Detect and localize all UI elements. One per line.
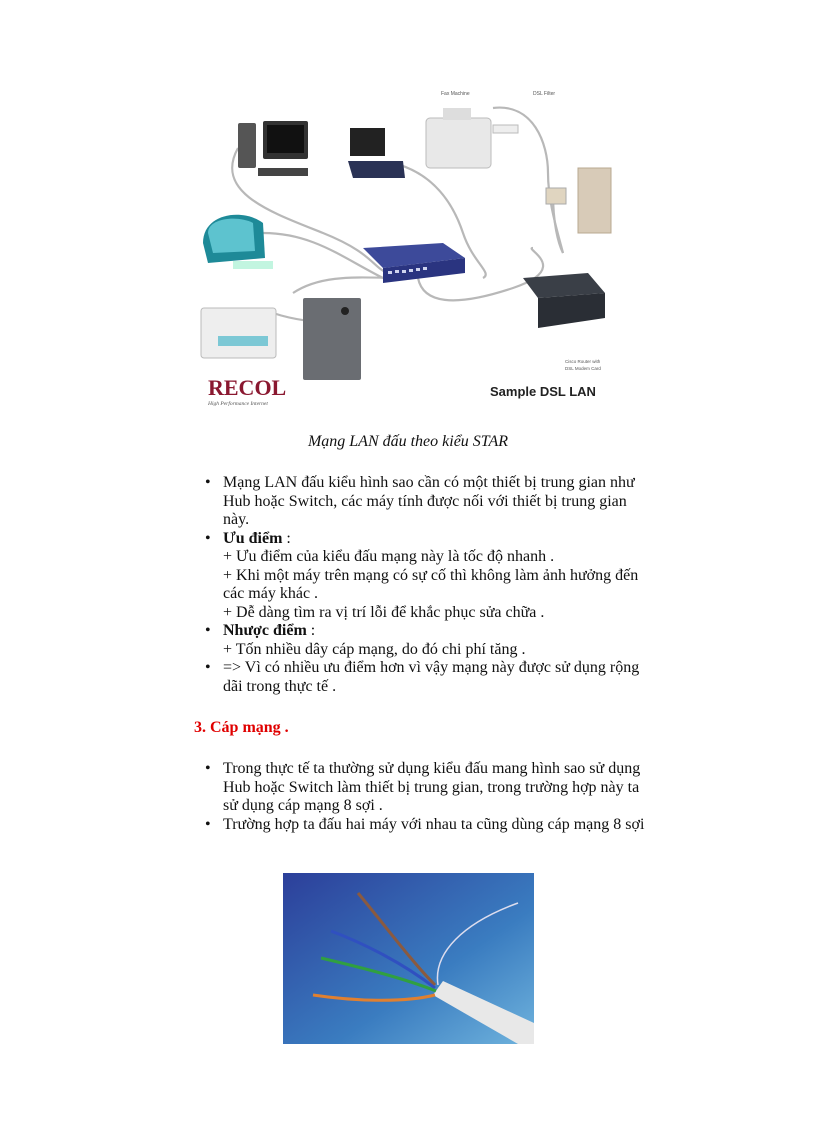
router-label-2: DSL Modem Card [565, 366, 601, 371]
network-diagram-icon [193, 83, 618, 408]
list-text: Mạng LAN đấu kiểu hình sao cần có một thiết bị trung gian như Hub hoặc Switch, các máy tính được nối với thiết bị trung gian này. [223, 474, 635, 528]
bullet-icon: • [205, 760, 211, 777]
disadvantage-1: + Tốn nhiều dây cáp mạng, do đó chi phí tăng . [223, 640, 526, 658]
bullet-icon: • [205, 474, 211, 491]
list-item [205, 816, 645, 835]
colon: : [282, 529, 291, 547]
bullet-icon: • [205, 529, 211, 547]
brand-tagline: High Performance Internet [208, 401, 268, 407]
conclusion-text: => Vì có nhiều ưu điểm hơn vì vậy mạng này được sử dụng rộng dãi trong thực tế . [223, 659, 640, 695]
colon: : [306, 622, 316, 639]
advantage-3: + Dễ dàng tìm ra vị trí lỗi để khắc phục sửa chữa . [223, 603, 545, 621]
brand-logo: RECOL [208, 375, 287, 400]
list-item [205, 760, 645, 816]
section-heading: 3. Cáp mạng . [194, 719, 289, 736]
list-text: Trong thực tế ta thường sử dụng kiểu đấu mang hình sao sử dụng Hub hoặc Switch làm thiết bị trung gian, trong trường hợp này ta sử dụng cáp mạng 8 sợi . [223, 760, 641, 814]
cable-list [205, 760, 645, 834]
fax-label: Fax Machine [441, 91, 470, 97]
advantage-2: + Khi một máy trên mạng có sự cố thì không làm ảnh hưởng đến các máy khác . [223, 566, 639, 602]
list-item-disadvantages [205, 622, 645, 659]
list-item-advantages [205, 530, 645, 623]
list-item-conclusion [205, 659, 645, 696]
diagram-title: Sample DSL LAN [490, 384, 596, 399]
figure-caption: Mạng LAN đấu theo kiểu STAR [307, 433, 509, 450]
cable-photo-icon [283, 873, 534, 1044]
bullet-icon: • [205, 659, 211, 676]
dsl-filter-label: DSL Filter [533, 91, 556, 97]
dsl-lan-diagram [193, 83, 618, 408]
advantage-1: + Ưu điểm của kiểu đấu mạng này là tốc độ nhanh . [223, 548, 555, 565]
network-cable-photo [283, 873, 534, 1044]
list-text: Trường hợp ta đấu hai máy với nhau ta cũng dùng cáp mạng 8 sợi [223, 815, 645, 833]
advantages-title: Ưu điểm [223, 529, 283, 547]
star-topology-list [205, 474, 645, 696]
bullet-icon: • [205, 622, 211, 639]
disadvantages-title: Nhược điểm [223, 622, 307, 639]
router-label: Cisco Router with [565, 359, 601, 364]
bullet-icon: • [205, 815, 211, 833]
list-item [205, 474, 645, 530]
